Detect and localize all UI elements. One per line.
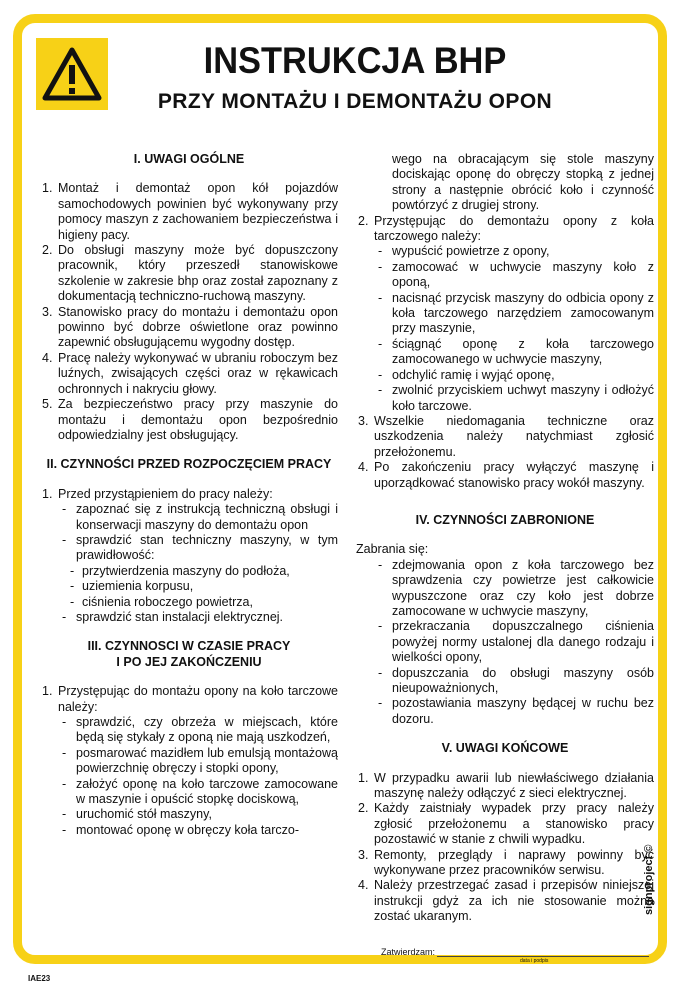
list-item: - ciśnienia roboczego powietrza, [70, 595, 338, 610]
approval-label: Zatwierdzam: [381, 947, 436, 957]
list-item: 2. Do obsługi maszyny może być dopuszczony pracownik, który przeszedł stanowiskowe szkolenie w zakresie bhp oraz został zapoznany z dokumentacją techniczno-ruchową maszyny. [42, 243, 338, 304]
brand-label: signproject © [643, 844, 655, 915]
list-item: - przytwierdzenia maszyny do podłoża, [70, 564, 338, 579]
list-item: 3. Remonty, przeglądy i naprawy powinny być wykonywane przez pracowników serwisu. [358, 847, 654, 878]
list-item-continued: wego na obracającym się stole maszyny dociskając oponę do obręczy stopką z jednej strony a następnie obrócić koło i czynność powtórzyć z drugiej strony. [392, 152, 654, 213]
page-title: INSTRUKCJA BHP [203, 40, 507, 81]
list-item: - zdejmowania opon z koła tarczowego bez sprawdzenia czy powietrze jest całkowicie wypuszczone oraz czy koło jest dobrze zamocowane w uchwycie maszyny, [374, 558, 654, 620]
list-item: - wypuścić powietrze z opony, [374, 244, 654, 259]
list-item: - sprawdzić, czy obrzeża w miejscach, które będą się stykały z oponą nie mają uszkodzeń, [58, 715, 338, 746]
right-column [356, 152, 654, 925]
list-item: - przekraczania dopuszczalnego ciśnienia powyżej normy ustalonej dla danego rodzaju i wielkości opony, [374, 619, 654, 665]
list-item: 1. Przystępując do montażu opony na koło tarczowe należy: [42, 684, 338, 714]
list-item: 1. W przypadku awarii lub niewłaściwego działania maszynę należy odłączyć z sieci elektrycznej. [358, 770, 654, 801]
section-5-heading: V. UWAGI KOŃCOWE [441, 741, 569, 756]
list-item: - zapoznać się z instrukcją techniczną obsługi i konserwacji maszyny do demontażu opon [58, 502, 338, 533]
list-item: - pozostawiania maszyny będącej w ruchu bez dozoru. [374, 696, 654, 727]
list-item: - montować oponę w obręczy koła tarczo- [58, 823, 338, 838]
list-item: 1. Przed przystąpieniem do pracy należy: [42, 486, 273, 501]
product-code: IAE23 [28, 974, 51, 983]
list-item: - założyć oponę na koło tarczowe zamocowane w maszynie i opuścić stopkę dociskową, [58, 777, 338, 808]
list-item: 4. Należy przestrzegać zasad i przepisów niniejszej instrukcji gdyż za ich nie stosowanie można zostać ukaranym. [358, 878, 654, 924]
list-item: - sprawdzić stan techniczny maszyny, w tym prawidłowość: [58, 533, 338, 564]
section-4-lead: Zabrania się: [356, 542, 429, 557]
page-subtitle: PRZY MONTAŻU I DEMONTAŻU OPON [157, 90, 553, 113]
list-item: 3. Stanowisko pracy do montażu i demontażu opon powinno być dobrze oświetlone oraz powinno zapewnić obsługującemu wygodny dostęp. [42, 304, 338, 350]
list-item: 4. Po zakończeniu pracy wyłączyć maszynę i uporządkować stanowisko pracy wokół maszyny. [358, 460, 654, 490]
date-sign-label: data i podpis [520, 958, 549, 964]
list-item: - zamocować w uchwycie maszyny koło z oponą, [374, 260, 654, 291]
section-2-heading: II. CZYNNOŚCI PRZED ROZPOCZĘCIEM PRACY [46, 457, 332, 472]
section-1-heading: I. UWAGI OGÓLNE [133, 152, 245, 166]
section-4-heading: IV. CZYNNOŚCI ZABRONIONE [415, 512, 595, 527]
list-item: 1. Montaż i demontaż opon kół pojazdów samochodowych powinien być wykonywany przy pomocy maszyn z zachowaniem bezpieczeństwa i higieny pacy. [42, 181, 338, 242]
list-item: - nacisnąć przycisk maszyny do odbicia opony z koła tarczowego narzędziem zamocowanym przy maszynie, [374, 291, 654, 337]
list-item: 2. Każdy zaistniały wypadek przy pracy należy zgłosić przełożonemu a stanowisko pracy pozostawić w stanie z chwili wypadku. [358, 801, 654, 847]
list-item: - uziemienia korpusu, [70, 579, 338, 594]
warning-triangle-icon [36, 38, 108, 110]
list-item: - posmarować mazidłem lub emulsją montażową powierzchnię obręczy i stopki opony, [58, 746, 338, 777]
list-item: - ściągnąć oponę z koła tarczowego zamocowanego w uchwycie maszyny, [374, 337, 654, 368]
list-item: - zwolnić przyciskiem uchwyt maszyny i odłożyć koło tarczowe. [374, 383, 654, 414]
list-item: 3. Wszelkie niedomagania techniczne oraz uszkodzenia należy natychmiast zgłosić przełożonemu. [358, 413, 654, 459]
list-item: - sprawdzić stan instalacji elektrycznej. [58, 610, 338, 625]
section-3-heading-2: I PO JEJ ZAKOŃCZENIU [116, 654, 262, 669]
list-item: - dopuszczania do obsługi maszyny osób nieupoważnionych, [374, 666, 654, 697]
section-3-heading: III. CZYNNOSCI W CZASIE PRACY [87, 639, 291, 654]
list-item: - odchylić ramię i wyjąć oponę, [374, 368, 654, 383]
left-column [40, 152, 338, 838]
list-item: 4. Pracę należy wykonywać w ubraniu roboczym bez luźnych, zwisających części oraz w rękawicach ochronnych i nakryciu głowy. [42, 350, 338, 396]
signature-line [437, 956, 649, 957]
list-item: 2. Przystępując do demontażu opony z koła tarczowego należy: [358, 213, 654, 244]
list-item: 5. Za bezpieczeństwo pracy przy maszynie do montażu i demontażu opon bezpośrednio odpowiedzialny jest obsługujący. [42, 397, 338, 442]
list-item: - uruchomić stół maszyny, [58, 807, 338, 822]
